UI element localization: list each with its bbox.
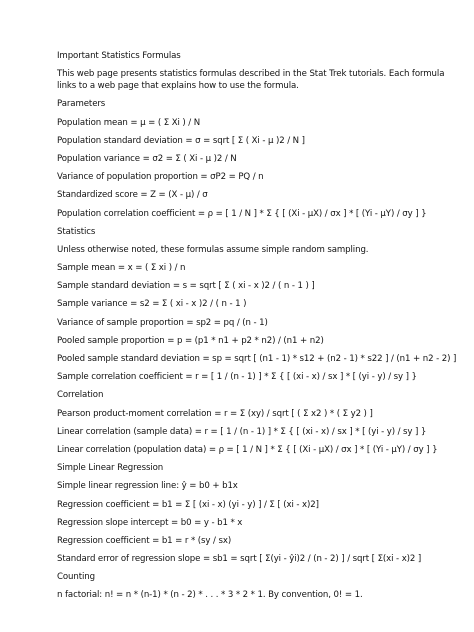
formula-line: Pooled sample proportion = p = (p1 * n1 + p2 * n2) / (n1 + n2) [57, 335, 324, 346]
formula-line: Population variance = σ2 = Σ ( Xi - μ )2 / N [57, 153, 237, 164]
formula-line: Regression coefficient = b1 = Σ [ (xi - x) (yi - y) ] / Σ [ (xi - x)2] [57, 499, 319, 510]
section-heading-counting: Counting [57, 572, 96, 583]
formula-line: Linear correlation (sample data) = r = [ 1 / (n - 1) ] * Σ { [ (xi - x) / sx ] * [ (yi - y) / sy ] } [57, 426, 427, 437]
formula-line: Regression coefficient = b1 = r * (sy / sx) [57, 535, 232, 546]
section-heading-statistics: Statistics [57, 226, 96, 237]
intro-paragraph: This web page presents statistics formulas described in the Stat Trek tutorials. Each formula links to a web page that explains how to use the formula. [57, 69, 445, 91]
formula-line: n factorial: n! = n * (n-1) * (n - 2) * . . . * 3 * 2 * 1. By convention, 0! = 1. [57, 590, 363, 601]
document-page [57, 51, 467, 609]
formula-line: Simple linear regression line: ŷ = b0 + b1x [57, 481, 238, 492]
formula-line: Sample correlation coefficient = r = [ 1 / (n - 1) ] * Σ { [ (xi - x) / sx ] * [ (yi - y) / sy ] } [57, 372, 417, 383]
section-heading-simple-linear-regression: Simple Linear Regression [57, 463, 164, 474]
section-heading-correlation: Correlation [57, 390, 104, 401]
formula-line: Population correlation coefficient = ρ = [ 1 / N ] * Σ { [ (Xi - μX) / σx ] * [ (Yi - μY) / σy ] } [57, 208, 427, 219]
formula-line: Pooled sample standard deviation = sp = sqrt [ (n1 - 1) * s12 + (n2 - 1) * s22 ] / (n1 + n2 - 2) ] [57, 354, 457, 364]
formula-line: Sample standard deviation = s = sqrt [ Σ ( xi - x )2 / ( n - 1 ) ] [57, 281, 315, 292]
section-heading-parameters: Parameters [57, 99, 106, 110]
formula-line: Sample variance = s2 = Σ ( xi - x )2 / ( n - 1 ) [57, 299, 247, 310]
formula-line: Regression slope intercept = b0 = y - b1 * x [57, 517, 243, 528]
formula-line: Linear correlation (population data) = ρ = [ 1 / N ] * Σ { [ (Xi - μX) / σx ] * [ (Yi - μY) / σy ] } [57, 444, 438, 455]
formula-line: Standard error of regression slope = sb1 = sqrt [ Σ(yi - ŷi)2 / (n - 2) ] / sqrt [ Σ(xi - x)2 ] [57, 554, 422, 565]
formula-line: Standardized score = Z = (X - μ) / σ [57, 190, 208, 201]
formula-line: Variance of sample proportion = sp2 = pq / (n - 1) [57, 317, 268, 328]
formula-line: Population standard deviation = σ = sqrt [ Σ ( Xi - μ )2 / N ] [57, 135, 305, 146]
formula-line: Population mean = μ = ( Σ Xi ) / N [57, 117, 201, 128]
document-title: Important Statistics Formulas [57, 51, 181, 61]
formula-line: Variance of population proportion = σP2 = PQ / n [57, 172, 264, 183]
formula-line: Pearson product-moment correlation = r = Σ (xy) / sqrt [ ( Σ x2 ) * ( Σ y2 ) ] [57, 408, 373, 419]
note-line: Unless otherwise noted, these formulas assume simple random sampling. [57, 244, 369, 255]
formula-line: Sample mean = x = ( Σ xi ) / n [57, 263, 186, 274]
